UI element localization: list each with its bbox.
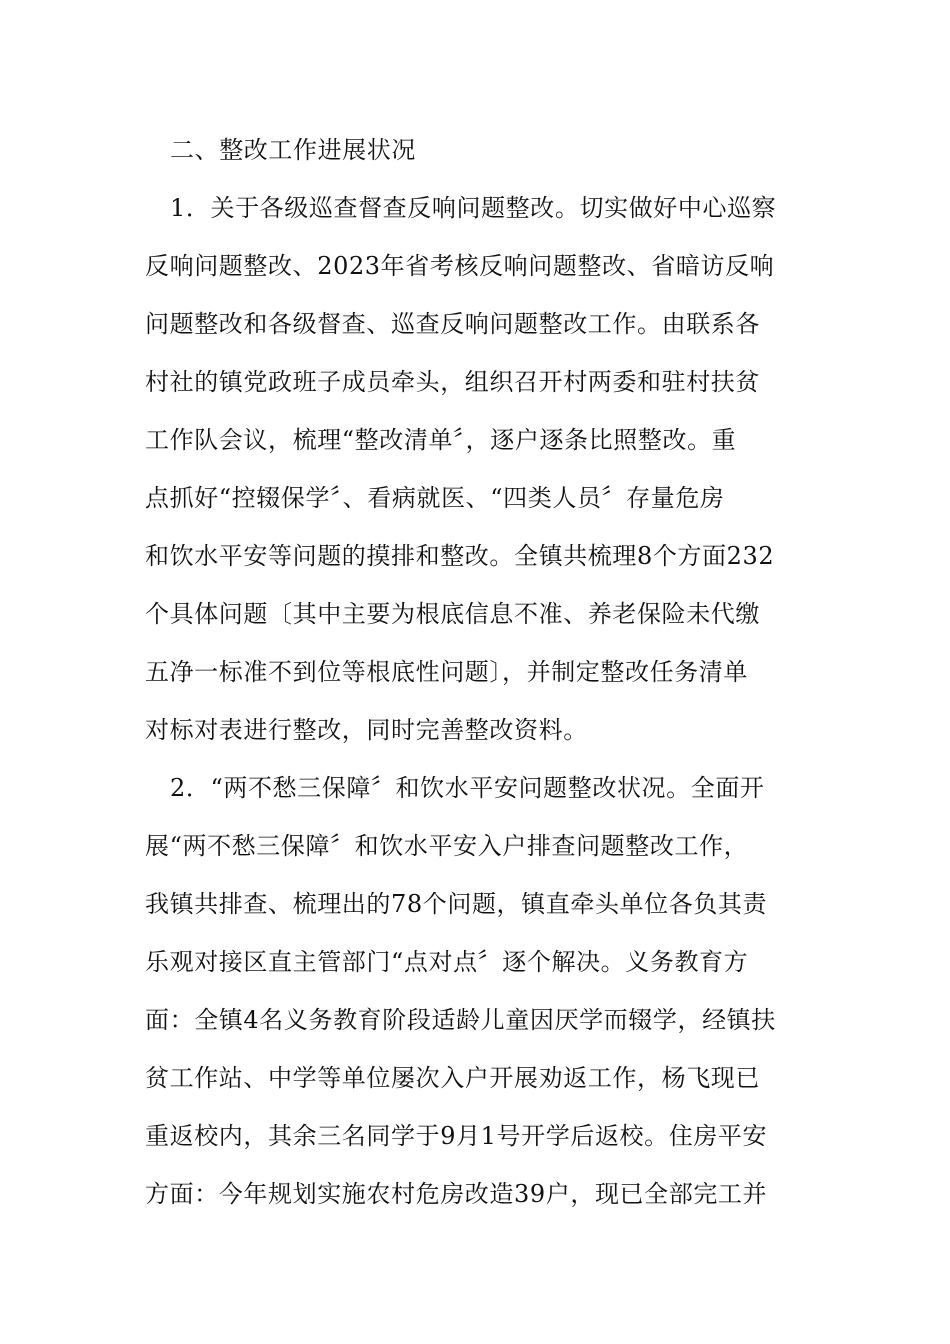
- paragraph-line: 方面：今年规划实施农村危房改造39户，现已全部完工并: [145, 1180, 768, 1208]
- paragraph-line: 和饮水平安等问题的摸排和整改。全镇共梳理8个方面232: [145, 542, 775, 570]
- paragraph-line: 工作队会议，梳理“整改清单〞，逐户逐条比照整改。重: [145, 426, 737, 454]
- paragraph-line: 2．“两不愁三保障〞和饮水平安问题整改状况。全面开: [170, 774, 765, 802]
- paragraph-line: 问题整改和各级督查、巡查反响问题整改工作。由联系各: [145, 310, 760, 338]
- paragraph-line: 村社的镇党政班子成员牵头，组织召开村两委和驻村扶贫: [145, 368, 760, 396]
- paragraph-line: 贫工作站、中学等单位屡次入户开展劝返工作，杨飞现已: [145, 1064, 760, 1092]
- paragraph-line: 对标对表进行整改，同时完善整改资料。: [145, 716, 588, 744]
- paragraph-line: 点抓好“控辍保学〞、看病就医、“四类人员〞存量危房: [145, 484, 725, 512]
- paragraph-line: 五净一标准不到位等根底性问题〕，并制定整改任务清单: [145, 658, 748, 686]
- paragraph-line: 我镇共排查、梳理出的78个问题，镇直牵头单位各负其责: [145, 890, 768, 918]
- paragraph-line: 乐观对接区直主管部门“点对点〞逐个解决。义务教育方: [145, 948, 749, 976]
- paragraph-line: 1．关于各级巡查督查反响问题整改。切实做好中心巡察: [170, 194, 777, 222]
- paragraph-line: 展“两不愁三保障〞和饮水平安入户排查问题整改工作，: [145, 832, 749, 860]
- paragraph-line: 面：全镇4名义务教育阶段适龄儿童因厌学而辍学，经镇扶: [145, 1006, 776, 1034]
- paragraph-line: 反响问题整改、2023年省考核反响问题整改、省暗访反响: [145, 252, 775, 280]
- section-heading: 二、整改工作进展状况: [170, 136, 416, 164]
- paragraph-line: 个具体问题〔其中主要为根底信息不准、养老保险未代缴: [145, 600, 760, 628]
- paragraph-line: 重返校内，其余三名同学于9月1号开学后返校。住房平安: [145, 1122, 768, 1150]
